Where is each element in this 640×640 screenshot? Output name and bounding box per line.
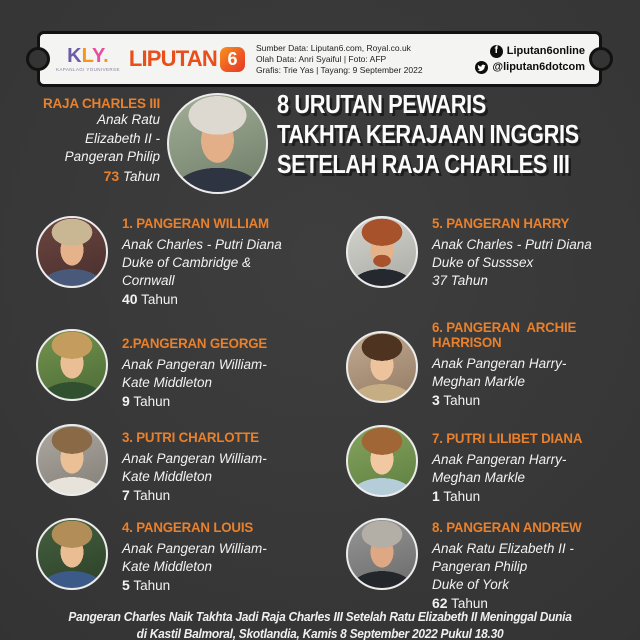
- heir-desc-line: Kate Middleton: [122, 469, 213, 484]
- kly-letter-y: Y: [92, 44, 104, 67]
- heir-item-6: [346, 318, 640, 422]
- liputan6-wordmark: LIPUTAN: [128, 46, 217, 71]
- heir-desc-line: Pangeran Philip: [432, 559, 528, 574]
- heir-desc-line: Anak Pangeran William-: [122, 357, 267, 372]
- facebook-icon: f: [490, 45, 503, 58]
- heir-item-4: [36, 516, 338, 620]
- twitter-icon: [475, 61, 488, 74]
- heir-item-3: [36, 422, 338, 526]
- heir-item-1: [36, 214, 338, 318]
- title-line-1: 8 URUTAN PEWARIS: [277, 89, 486, 119]
- charles-desc-line: Pangeran Philip: [64, 149, 160, 164]
- heir-title-4: 4. PANGERAN LOUIS: [122, 519, 254, 535]
- heir-desc-line: Anak Charles - Putri Diana: [432, 237, 592, 252]
- heir-title-1: 1. PANGERAN WILLIAM: [122, 215, 269, 231]
- liputan6-six-badge: 6: [220, 47, 245, 72]
- heir-desc-line: Anak Pangeran Harry-: [432, 356, 567, 371]
- pangeran-william-photo: [36, 216, 108, 288]
- twitter-handle[interactable]: [475, 61, 585, 74]
- heir-age-8: 62 Tahun: [432, 595, 488, 611]
- heir-age-1: 40 Tahun: [122, 291, 178, 307]
- heir-item-5: [346, 214, 640, 318]
- twitter-label: @liputan6dotcom: [492, 61, 585, 73]
- page-title: [277, 89, 640, 179]
- credits-block: [256, 43, 423, 76]
- charles-age: 73 Tahun: [103, 167, 160, 184]
- pangeran-harry-photo: [346, 216, 418, 288]
- heir-desc-line: Anak Pangeran William-: [122, 541, 267, 556]
- heir-age-7: 1 Tahun: [432, 488, 481, 504]
- heir-item-2: [36, 327, 338, 431]
- heir-title-7: 7. PUTRI LILIBET DIANA: [432, 430, 583, 446]
- heir-desc-line: Anak Charles - Putri Diana: [122, 237, 282, 252]
- pangeran-archie-harrison-photo: [346, 331, 418, 403]
- footer-line-2: di Kastil Balmoral, Skotlandia, Kamis 8 September 2022 Pukul 18.30: [136, 625, 504, 640]
- heir-age-6: 3 Tahun: [432, 392, 481, 408]
- heir-desc-line: Duke of Susssex: [432, 255, 534, 270]
- putri-charlotte-photo: [36, 424, 108, 496]
- kly-letter-l: L: [81, 44, 92, 67]
- heir-desc-line: Anak Pangeran William-: [122, 451, 267, 466]
- pangeran-george-photo: [36, 329, 108, 401]
- heir-desc-line: Anak Pangeran Harry-: [432, 452, 567, 467]
- heir-title-2: 2.PANGERAN GEORGE: [122, 335, 268, 351]
- heir-age-2: 9 Tahun: [122, 393, 171, 409]
- title-line-2: TAKHTA KERAJAAN INGGRIS: [277, 119, 579, 149]
- heir-title-6: 6. PANGERAN ARCHIE HARRISON: [432, 319, 580, 350]
- raja-charles-iii-photo: [167, 93, 268, 194]
- facebook-handle[interactable]: [490, 45, 585, 58]
- heir-desc-line: Meghan Markle: [432, 374, 526, 389]
- heir-desc-line: Meghan Markle: [432, 470, 526, 485]
- heir-desc-line: Anak Ratu Elizabeth II -: [432, 541, 574, 556]
- kly-letter-dot: .: [103, 44, 109, 67]
- kly-wordmark: [67, 46, 109, 66]
- credit-source: Sumber Data: Liputan6.com, Royal.co.uk: [255, 42, 411, 53]
- heir-age-3: 7 Tahun: [122, 487, 171, 503]
- heir-item-8: [346, 516, 640, 620]
- facebook-label: Liputan6online: [506, 45, 585, 57]
- heir-title-3: 3. PUTRI CHARLOTTE: [122, 429, 259, 445]
- pangeran-andrew-photo: [346, 518, 418, 590]
- heir-title-5: 5. PANGERAN HARRY: [432, 215, 570, 231]
- kly-subtitle: KAPANLAGI YOUNIVERSE: [56, 66, 120, 72]
- heir-title-8: 8. PANGERAN ANDREW: [432, 519, 582, 535]
- heir-desc-line: Duke of York: [432, 577, 510, 592]
- heir-item-7: [346, 423, 640, 527]
- heir-desc-line: Kate Middleton: [122, 559, 213, 574]
- charles-desc-line: Anak Ratu: [96, 112, 160, 127]
- heir-desc-line: Duke of Cambridge &: [122, 255, 252, 270]
- social-handles: [475, 45, 585, 74]
- heir-age-5: 37 Tahun: [432, 273, 488, 288]
- putri-lilibet-diana-photo: [346, 425, 418, 497]
- header-ticket: [37, 31, 602, 87]
- raja-charles-info: [16, 96, 160, 184]
- footer-line-1: Pangeran Charles Naik Takhta Jadi Raja Charles III Setelah Ratu Elizabeth II Meninggal Dunia: [68, 609, 572, 624]
- heir-age-4: 5 Tahun: [122, 577, 171, 593]
- credit-graphics: Grafis: Trie Yas | Tayang: 9 September 2022: [255, 64, 423, 75]
- pangeran-louis-photo: [36, 518, 108, 590]
- heir-desc-line: Cornwall: [122, 273, 175, 288]
- raja-charles-name: RAJA CHARLES III: [42, 96, 160, 111]
- footer-caption: [26, 609, 615, 640]
- kly-logo: [56, 46, 120, 73]
- kly-letter-k: K: [67, 44, 82, 67]
- charles-desc-line: Elizabeth II -: [84, 130, 160, 146]
- liputan6-logo: [129, 46, 245, 72]
- credit-editor: Olah Data: Anri Syaiful | Foto: AFP: [255, 53, 387, 64]
- title-line-3: SETELAH RAJA CHARLES III: [277, 149, 570, 179]
- heir-desc-line: Kate Middleton: [122, 375, 213, 390]
